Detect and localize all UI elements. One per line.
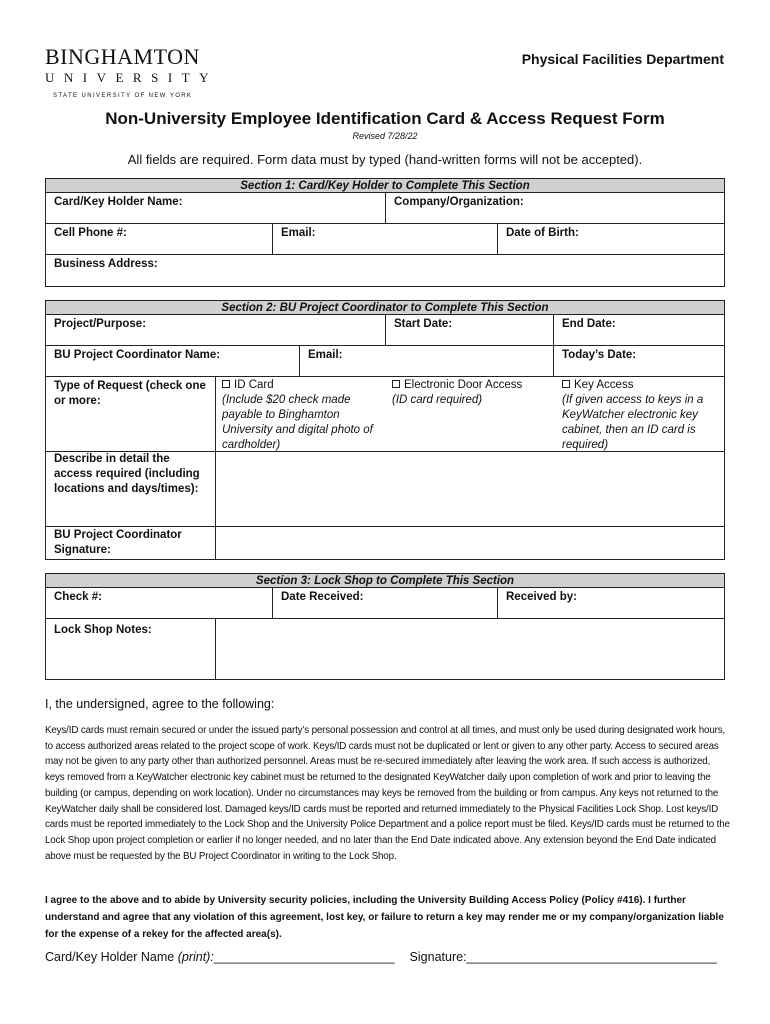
coordinator-name-field[interactable]: BU Project Coordinator Name: — [46, 346, 300, 376]
section-3-header: Section 3: Lock Shop to Complete This Section — [46, 574, 724, 588]
agreement-body: Keys/ID cards must remain secured or under the issued party’s personal possession and control at all times, and must only be used during designated work hours, to access authorized areas related to the project scope of work. Keys/ID cards must not be duplicated or lent or given to any other party. Access to secured areas may not be given to any party other than authorized personnel. Areas must be re-secured immediately after leaving the work area. If such access is authorized, keys removed from a KeyWatcher electronic key cabinet must be returned to the designated KeyWatcher daily upon completion of work and prior to leaving the building (or campus, depending on work location). Under no circumstances may keys be removed from the building or from campus. Any keys not returned to the KeyWatcher daily shall be considered lost. Damaged keys/ID cards must be reported and returned immediately to the Physical Facilities Lock Shop. Lost keys/ID cards must be reported immediately to the Lock Shop and the University Police Department and a police report must be filed. Keys/ID cards must be returned to the Lock Shop upon project completion or earlier if no longer needed, and no later than the End Date indicated above. Any extension beyond the End Date indicated above must be requested by the BU Project Coordinator in writing to the Lock Shop. — [45, 725, 730, 862]
holder-name-field[interactable]: Card/Key Holder Name: — [46, 193, 386, 223]
logo-wordmark: BINGHAMTON — [45, 44, 200, 69]
option-key-access[interactable] — [556, 377, 724, 451]
section-3 — [45, 573, 725, 680]
coordinator-email-field[interactable]: Email: — [300, 346, 554, 376]
business-address-field[interactable]: Business Address: — [54, 258, 158, 270]
instructions: All fields are required. Form data must by typed (hand-written forms will not be accepted). — [127, 152, 643, 167]
todays-date-field[interactable]: Today’s Date: — [562, 349, 637, 361]
holder-print-label: Card/Key Holder Name — [45, 950, 178, 964]
department-name: Physical Facilities Department — [521, 51, 724, 67]
dob-field[interactable]: Date of Birth: — [506, 227, 579, 239]
university-logo — [45, 46, 218, 100]
section-2 — [45, 300, 725, 560]
id-card-label: ID Card — [234, 379, 274, 391]
form-title: Non-University Employee Identification Card & Access Request Form — [105, 109, 665, 128]
key-access-note: (If given access to keys in a KeyWatcher electronic key cabinet, then an ID card is required) — [562, 394, 704, 451]
door-access-label: Electronic Door Access — [404, 379, 523, 391]
project-field[interactable]: Project/Purpose: — [46, 315, 386, 345]
cell-phone-field[interactable]: Cell Phone #: — [46, 224, 273, 254]
holder-print-note: (print): — [177, 950, 214, 964]
logo-university: UNIVERSITY — [45, 70, 218, 85]
received-by-field[interactable]: Received by: — [506, 591, 577, 603]
option-id-card[interactable] — [216, 377, 386, 451]
describe-access-label: Describe in detail the access required (including locations and days/times): — [46, 452, 216, 526]
lock-shop-notes-label: Lock Shop Notes: — [46, 619, 216, 679]
date-received-field[interactable]: Date Received: — [273, 588, 498, 618]
agreement-statement: I agree to the above and to abide by University security policies, including the University Building Access Policy (Policy #416). I further understand and agree that any violation of this agreement, lost key, or failure to return a key may render me or my company/organization liable for the expense of a rekey for the affected area(s). — [45, 895, 724, 940]
lock-shop-notes-field[interactable] — [216, 619, 724, 679]
section-1 — [45, 178, 725, 287]
holder-print-field[interactable]: __________________________ — [213, 950, 395, 964]
door-access-note: (ID card required) — [392, 394, 483, 406]
section-1-header: Section 1: Card/Key Holder to Complete This Section — [46, 179, 724, 193]
describe-access-field[interactable] — [216, 452, 724, 526]
request-type-label: Type of Request (check one or more: — [46, 377, 216, 451]
logo-suny: STATE UNIVERSITY OF NEW YORK — [53, 93, 193, 99]
id-card-note: (Include $20 check made payable to Binghamton University and digital photo of cardholder) — [222, 394, 373, 451]
start-date-field[interactable]: Start Date: — [386, 315, 554, 345]
signature-line — [45, 950, 730, 964]
agreement-intro: I, the undersigned, agree to the following: — [45, 697, 275, 711]
signature-field[interactable]: ____________________________________ — [466, 950, 717, 964]
key-access-checkbox[interactable] — [562, 380, 570, 388]
check-number-field[interactable]: Check #: — [46, 588, 273, 618]
door-access-checkbox[interactable] — [392, 380, 400, 388]
revised-date: Revised 7/28/22 — [352, 131, 418, 141]
company-field[interactable]: Company/Organization: — [394, 196, 524, 208]
key-access-label: Key Access — [574, 379, 634, 391]
id-card-checkbox[interactable] — [222, 380, 230, 388]
end-date-field[interactable]: End Date: — [562, 318, 616, 330]
coordinator-signature-label: BU Project Coordinator Signature: — [46, 527, 216, 559]
email-field[interactable]: Email: — [273, 224, 498, 254]
option-door-access[interactable] — [386, 377, 556, 451]
section-2-header: Section 2: BU Project Coordinator to Complete This Section — [46, 301, 724, 315]
coordinator-signature-field[interactable] — [216, 527, 724, 559]
signature-label: Signature: — [409, 950, 467, 964]
